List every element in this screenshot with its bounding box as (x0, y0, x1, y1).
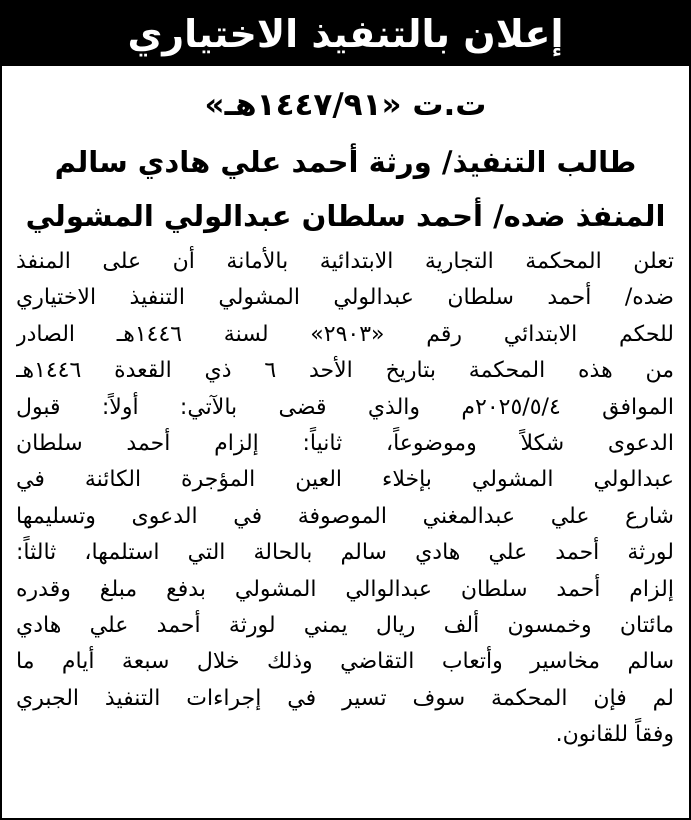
body-line: مائتان وخمسون ألف ريال يمني لورثة أحمد علي هادي (16, 612, 674, 638)
respondent-line: المنفذ ضده/ أحمد سلطان عبدالولي المشولي (25, 199, 666, 233)
notice-title-bar (2, 2, 689, 66)
body-line: لورثة أحمد علي هادي سالم بالحالة التي استلمها، ثالثاً: (16, 540, 674, 566)
body-line: شارع علي عبدالمغني الموصوفة في الدعوى وتسليمها (16, 503, 674, 529)
body-line: لم فإن المحكمة سوف تسير في إجراءات التنفيذ الجبري (16, 685, 674, 711)
notice-body (16, 244, 674, 753)
body-line: سالم مخاسير وأتعاب التقاضي وذلك خلال سبعة أيام ما (16, 649, 674, 675)
body-line: من هذه المحكمة بتاريخ الأحد ٦ ذي القعدة ١٤٤٦هـ (16, 358, 674, 384)
body-line: الموافق ٢٠٢٥/٥/٤م والذي قضى بالآتي: أولاً: قبول (16, 394, 674, 420)
body-line: عبدالولي المشولي بإخلاء العين المؤجرة الكائنة في (16, 467, 674, 493)
body-line: إلزام أحمد سلطان عبدالوالي المشولي بدفع مبلغ وقدره (16, 576, 674, 602)
applicant-line: طالب التنفيذ/ ورثة أحمد علي هادي سالم (54, 145, 637, 179)
body-line-final: وفقاً للقانون. (555, 722, 674, 748)
body-line: للحكم الابتدائي رقم «٢٩٠٣» لسنة ١٤٤٦هـ الصادر (16, 321, 674, 347)
notice-title: إعلان بالتنفيذ الاختياري (127, 12, 564, 56)
case-number: ت.ت «١٤٤٧/٩١هـ» (204, 87, 487, 123)
body-line: ضده/ أحمد سلطان عبدالولي المشولي التنفيذ الاختياري (16, 285, 674, 311)
body-line: تعلن المحكمة التجارية الابتدائية بالأمانة أن على المنفذ (16, 249, 674, 274)
body-line: الدعوى شكلاً وموضوعاً، ثانياً: إلزام أحمد سلطان (16, 430, 674, 456)
